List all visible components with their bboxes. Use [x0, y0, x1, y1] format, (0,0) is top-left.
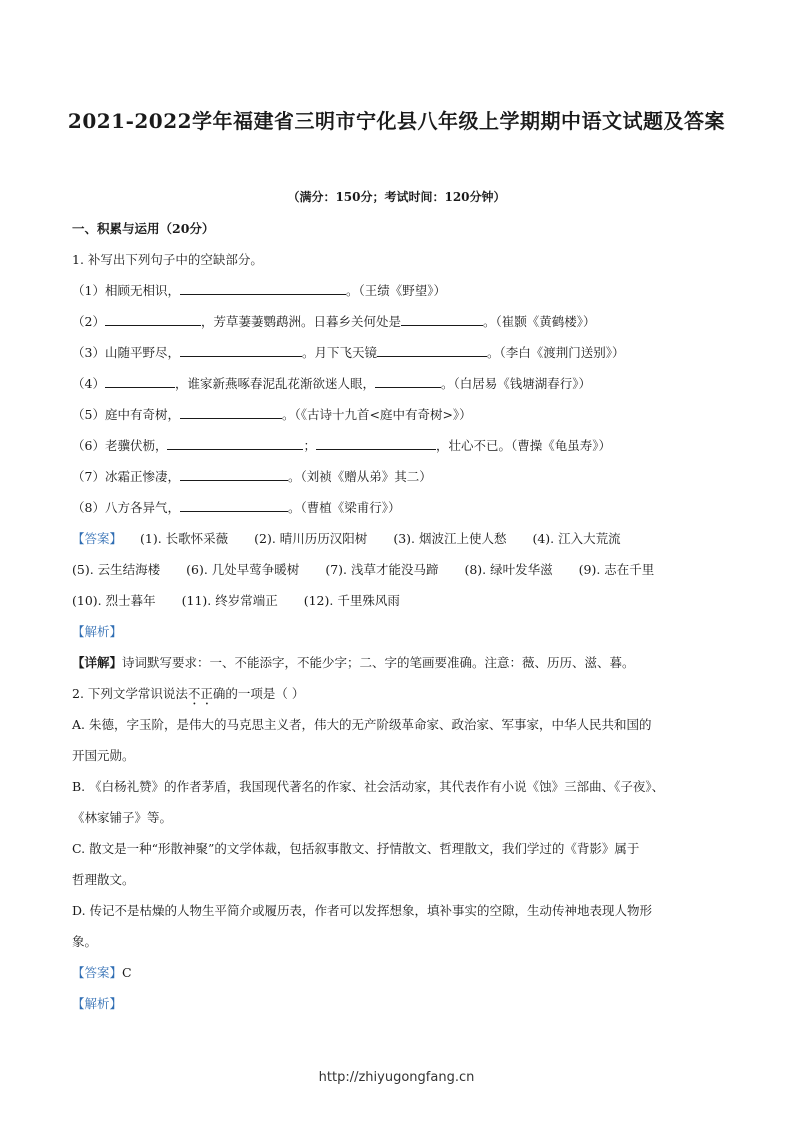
option-c-cont: 哲理散文。 — [72, 872, 135, 887]
answer-tag: 【答案】 — [72, 531, 123, 546]
q1-item-1: （1）相顾无相识， 。（王绩《野望》） — [72, 283, 446, 298]
page-title: 2021-2022学年福建省三明市宁化县八年级上学期期中语文试题及答案 — [67, 109, 726, 133]
answer-blank[interactable] — [180, 499, 288, 512]
answer-tag: 【答案】 — [72, 965, 123, 980]
answer-item: (12). 千里殊风雨 — [303, 593, 400, 608]
answer-item: (7). 浅草才能没马蹄 — [325, 562, 439, 577]
answer-item: (4). 江入大荒流 — [532, 531, 621, 546]
answer-blank[interactable] — [180, 406, 282, 419]
q1-answer-line-3 — [72, 592, 400, 610]
option-d: D. 传记不是枯燥的人物生平简介或履历表，作者可以发挥想象，填补事实的空隙，生动传神地表现人物形 — [72, 903, 653, 918]
q1-item-6: （6）老骥伏枥， ； ，壮心不已。（曹操《龟虽寿》） — [72, 438, 611, 453]
answer-blank[interactable] — [105, 313, 201, 326]
q1-answer-line-2 — [72, 561, 654, 579]
answer-item: (1). 长歌怀采薇 — [140, 531, 229, 546]
answer-item: (3). 烟波江上使人愁 — [393, 531, 507, 546]
exam-info: （满分：150分；考试时间：120分钟） — [287, 190, 506, 204]
answer-blank[interactable] — [180, 468, 288, 481]
answer-blank[interactable] — [377, 344, 487, 357]
detail-tag: 【详解】 — [72, 655, 123, 670]
question-2-stem: 2. 下列文学常识说法不正确的一项是（ ） — [72, 686, 305, 701]
answer-item: (9). 志在千里 — [578, 562, 655, 577]
option-d-cont: 象。 — [72, 934, 98, 949]
detail-text: 诗词默写要求：一、不能添字，不能少字；二、字的笔画要准确。注意：薇、历历、滋、暮。 — [122, 655, 635, 670]
answer-item: (10). 烈士暮年 — [72, 593, 156, 608]
answer-blank[interactable] — [401, 313, 483, 326]
answer-item: (8). 绿叶发华滋 — [464, 562, 553, 577]
option-a: A. 朱德，字玉阶，是伟大的马克思主义者，伟大的无产阶级革命家、政治家、军事家，中华人民共和国的 — [72, 717, 652, 732]
analysis-tag: 【解析】 — [72, 624, 123, 639]
question-1-stem: 1. 补写出下列句子中的空缺部分。 — [72, 252, 263, 267]
option-a-cont: 开国元勋。 — [72, 748, 135, 763]
analysis-tag: 【解析】 — [72, 996, 123, 1011]
footer-url[interactable]: http://zhiyugongfang.cn — [318, 1070, 475, 1085]
option-b-cont: 《林家铺子》等。 — [72, 810, 173, 825]
answer-blank[interactable] — [180, 282, 346, 295]
answer-blank[interactable] — [180, 344, 302, 357]
q1-detail — [72, 654, 635, 672]
answer-blank[interactable] — [316, 437, 436, 450]
q1-item-3: （3）山随平野尽， 。月下飞天镜 。（李白《渡荆门送别》） — [72, 345, 625, 360]
answer-blank[interactable] — [167, 437, 303, 450]
section-heading: 一、积累与运用（20分） — [72, 221, 215, 236]
q1-item-5: （5）庭中有奇树， 。（《古诗十九首<庭中有奇树>》） — [72, 407, 472, 422]
answer-item: (11). 终岁常端正 — [181, 593, 278, 608]
q1-item-8: （8）八方各异气， 。（曹植《梁甫行》） — [72, 500, 401, 515]
answer-blank[interactable] — [105, 375, 175, 388]
answer-item: (5). 云生结海楼 — [72, 562, 161, 577]
option-c: C. 散文是一种“形散神聚”的文学体裁，包括叙事散文、抒情散文、哲理散文，我们学过的《背影》属于 — [72, 841, 640, 856]
q2-answer — [72, 964, 132, 982]
emphasis-text: 不正 — [187, 686, 213, 701]
q1-answer-line-1 — [72, 530, 621, 548]
answer-value: C — [122, 965, 132, 980]
answer-item: (2). 晴川历历汉阳树 — [254, 531, 368, 546]
q1-item-2: （2） ，芳草萋萋鹦鹉洲。日暮乡关何处是 。（崔颢《黄鹤楼》） — [72, 314, 596, 329]
q1-item-7: （7）冰霜正惨凄， 。（刘祯《赠从弟》其二） — [72, 469, 432, 484]
answer-blank[interactable] — [375, 375, 441, 388]
option-b: B. 《白杨礼赞》的作者茅盾，我国现代著名的作家、社会活动家，其代表作有小说《蚀》三部曲、《子夜》、 — [72, 779, 665, 794]
answer-item: (6). 几处早莺争暖树 — [186, 562, 300, 577]
q1-item-4: （4） ，谁家新燕啄春泥乱花渐欲迷人眼， 。（白居易《钱塘湖春行》） — [72, 376, 591, 391]
